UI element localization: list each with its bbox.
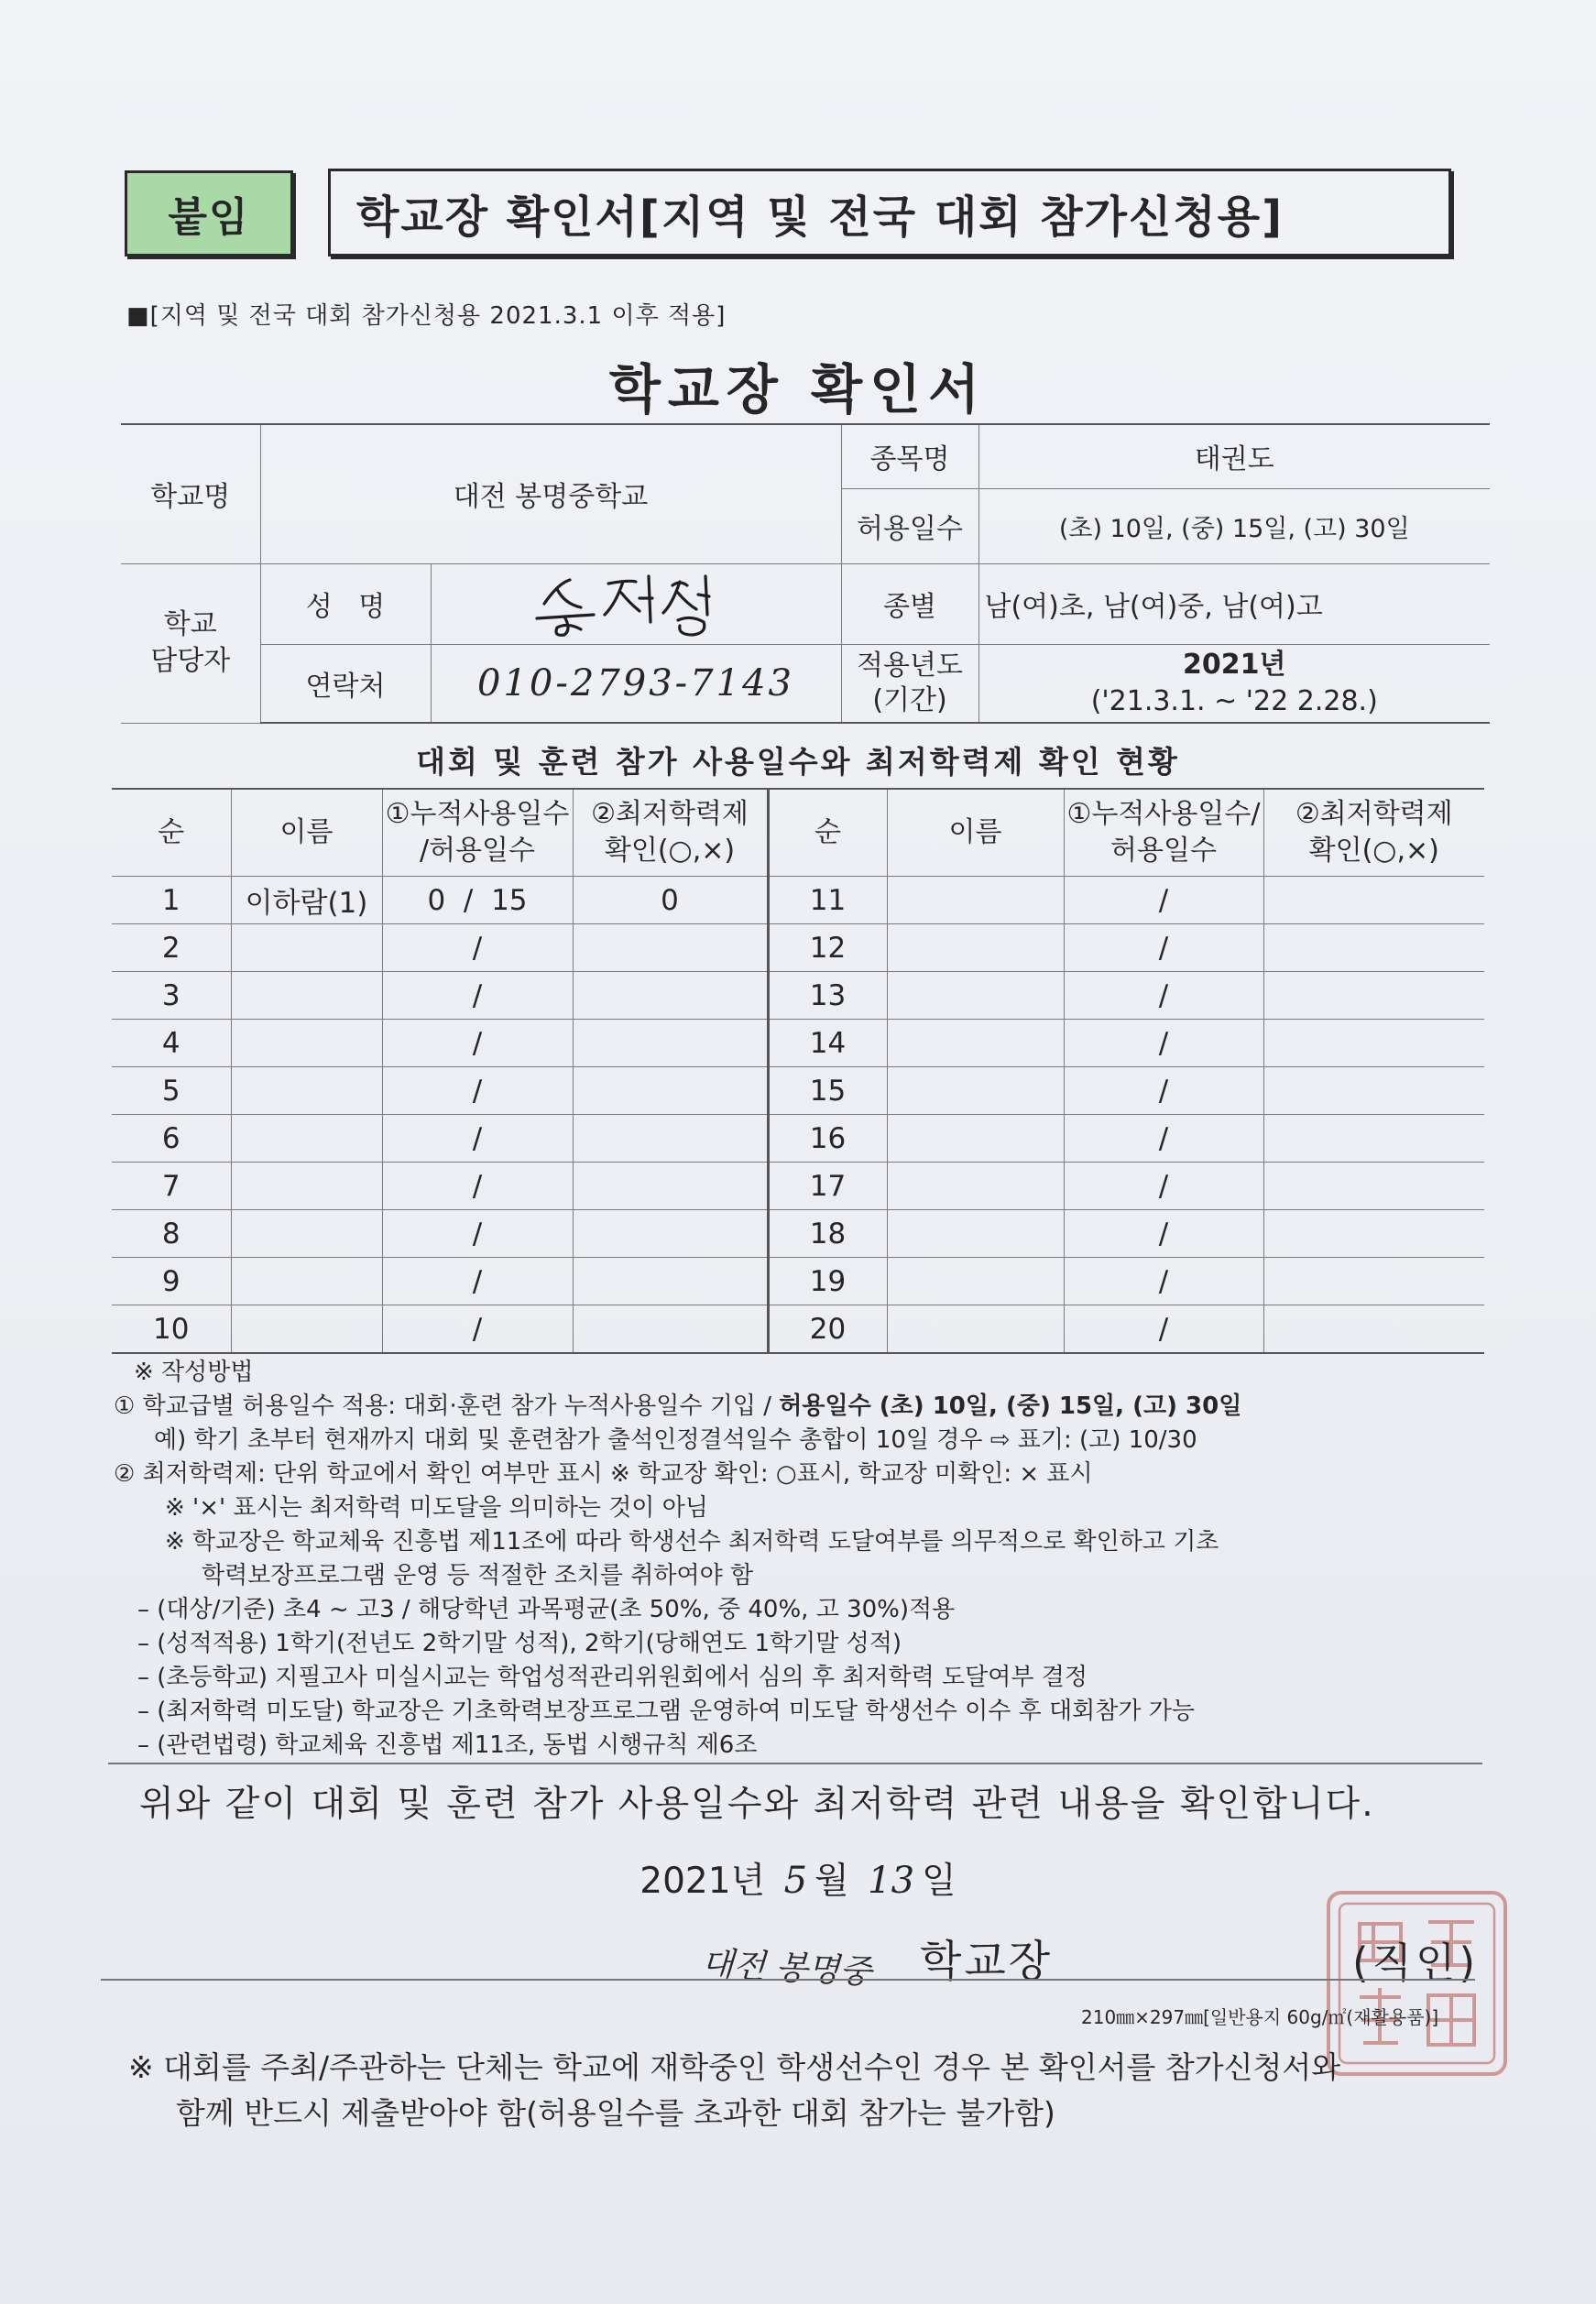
note-detail-4: – (최저학력 미도달) 학교장은 기초학력보장프로그램 운영하여 미도달 학생선수 이수 후 대회참가 가능 bbox=[137, 1698, 1195, 1725]
date-month-handwritten: 5 bbox=[783, 1860, 808, 1902]
row-number: 11 bbox=[768, 877, 887, 924]
allowed-days-label: 허용일수 bbox=[841, 488, 978, 563]
academic-check bbox=[573, 1020, 768, 1067]
date-day-handwritten: 13 bbox=[868, 1860, 915, 1902]
col-check-right: ②최저학력제 확인(○,×) bbox=[1263, 789, 1484, 877]
manager-signature bbox=[431, 563, 841, 644]
row-number: 15 bbox=[768, 1067, 887, 1115]
note-1-emphasis: 허용일수 (초) 10일, (중) 15일, (고) 30일 bbox=[779, 1392, 1242, 1420]
row-number: 18 bbox=[768, 1210, 887, 1258]
participation-table bbox=[112, 788, 1484, 1354]
academic-check bbox=[573, 972, 768, 1020]
instructions bbox=[114, 1356, 1488, 1763]
student-name bbox=[231, 1258, 382, 1305]
row-number: 6 bbox=[112, 1115, 231, 1163]
student-name bbox=[231, 1020, 382, 1067]
academic-check bbox=[573, 924, 768, 972]
sport-label: 종목명 bbox=[841, 424, 978, 488]
days-used: / bbox=[382, 972, 573, 1020]
col-name-left: 이름 bbox=[231, 789, 382, 877]
days-used: / bbox=[1064, 1115, 1263, 1163]
days-used: / bbox=[1064, 877, 1263, 924]
days-used: 0 / 15 bbox=[382, 877, 573, 924]
table-row bbox=[112, 1210, 1484, 1258]
principal-title: 학교장 bbox=[920, 1937, 1054, 1987]
col-no-left: 순 bbox=[112, 789, 231, 877]
days-used: / bbox=[382, 1258, 573, 1305]
table-row bbox=[112, 1163, 1484, 1210]
note-2-sub2a: ※ 학교장은 학교체육 진흥법 제11조에 따라 학생선수 최저학력 도달여부를 의무적으로 확인하고 기초 bbox=[165, 1528, 1219, 1556]
row-number: 9 bbox=[112, 1258, 231, 1305]
col-name-right: 이름 bbox=[887, 789, 1064, 877]
year-value: 2021년 bbox=[1183, 648, 1286, 681]
school-info-table bbox=[121, 423, 1490, 724]
days-used: / bbox=[1064, 1020, 1263, 1067]
academic-check bbox=[573, 1163, 768, 1210]
year-value-cell bbox=[978, 644, 1490, 723]
days-used: / bbox=[382, 1163, 573, 1210]
days-used: / bbox=[382, 1115, 573, 1163]
days-used: / bbox=[382, 1067, 573, 1115]
academic-check bbox=[573, 1210, 768, 1258]
contact-value bbox=[431, 644, 841, 723]
student-name bbox=[887, 1163, 1064, 1210]
submission-note-line1: ※ 대회를 주최/주관하는 단체는 학교에 재학중인 학생선수인 경우 본 확인서를 참가신청서와 bbox=[128, 2049, 1341, 2085]
col-check-left: ②최저학력제 확인(○,×) bbox=[573, 789, 768, 877]
note-1-text: ① 학교급별 허용일수 적용: 대회·훈련 참가 누적사용일수 기입 / bbox=[114, 1392, 780, 1420]
instructions-heading: ※ 작성방법 bbox=[134, 1359, 254, 1386]
manager-name-label: 성 명 bbox=[260, 563, 431, 644]
days-used: / bbox=[1064, 1163, 1263, 1210]
student-name bbox=[887, 1067, 1064, 1115]
date-day-label: 일 bbox=[922, 1861, 957, 1902]
academic-check bbox=[1263, 1258, 1484, 1305]
days-used: / bbox=[1064, 1067, 1263, 1115]
academic-check bbox=[1263, 1067, 1484, 1115]
table-row bbox=[112, 1020, 1484, 1067]
row-number: 17 bbox=[768, 1163, 887, 1210]
year-label: 적용년도 (기간) bbox=[841, 644, 978, 723]
signature-divider bbox=[101, 1979, 1475, 1981]
date-month-label: 월 bbox=[814, 1861, 849, 1902]
academic-check bbox=[1263, 924, 1484, 972]
submission-note bbox=[128, 2045, 1340, 2136]
student-name bbox=[887, 1305, 1064, 1354]
student-name: 이하람(1) bbox=[231, 877, 382, 924]
academic-check bbox=[573, 1115, 768, 1163]
row-number: 2 bbox=[112, 924, 231, 972]
row-number: 10 bbox=[112, 1305, 231, 1354]
row-number: 12 bbox=[768, 924, 887, 972]
school-name-label: 학교명 bbox=[121, 424, 260, 563]
table-row bbox=[112, 1305, 1484, 1354]
col-no-right: 순 bbox=[768, 789, 887, 877]
note-detail-2: – (성적적용) 1학기(전년도 2학기말 성적), 2학기(당해연도 1학기말 성적) bbox=[137, 1630, 902, 1657]
row-number: 14 bbox=[768, 1020, 887, 1067]
student-name bbox=[887, 972, 1064, 1020]
note-2: ② 최저학력제: 단위 학교에서 확인 여부만 표시 ※ 학교장 확인: ○표시, 학교장 미확인: × 표시 bbox=[114, 1460, 1093, 1488]
row-number: 5 bbox=[112, 1067, 231, 1115]
attachment-badge: 붙임 bbox=[125, 170, 293, 257]
student-name bbox=[887, 924, 1064, 972]
header-title: 학교장 확인서[지역 및 전국 대회 참가신청용] bbox=[328, 169, 1451, 257]
student-name bbox=[231, 972, 382, 1020]
document-title: 학교장 확인서 bbox=[608, 358, 988, 420]
student-name bbox=[231, 1305, 382, 1354]
row-number: 8 bbox=[112, 1210, 231, 1258]
col-days-right: ①누적사용일수/ 허용일수 bbox=[1064, 789, 1263, 877]
row-number: 20 bbox=[768, 1305, 887, 1354]
school-name-value: 대전 봉명중학교 bbox=[260, 424, 841, 563]
col-days-left: ①누적사용일수 /허용일수 bbox=[382, 789, 573, 877]
student-name bbox=[887, 1210, 1064, 1258]
academic-check bbox=[1263, 1210, 1484, 1258]
academic-check bbox=[1263, 877, 1484, 924]
academic-check: 0 bbox=[573, 877, 768, 924]
manager-label: 학교 담당자 bbox=[121, 563, 260, 723]
student-name bbox=[231, 1067, 382, 1115]
note-1 bbox=[114, 1390, 1488, 1424]
academic-check bbox=[1263, 1305, 1484, 1354]
year-period: ('21.3.1. ~ '22 2.28.) bbox=[1090, 684, 1378, 717]
row-number: 4 bbox=[112, 1020, 231, 1067]
note-detail-5: – (관련법령) 학교체육 진흥법 제11조, 동법 시행규칙 제6조 bbox=[137, 1731, 758, 1759]
days-used: / bbox=[1064, 924, 1263, 972]
row-number: 3 bbox=[112, 972, 231, 1020]
academic-check bbox=[1263, 1115, 1484, 1163]
academic-check bbox=[1263, 1163, 1484, 1210]
table-row bbox=[112, 1067, 1484, 1115]
contact-label: 연락처 bbox=[260, 644, 431, 723]
row-number: 7 bbox=[112, 1163, 231, 1210]
table-row bbox=[112, 1258, 1484, 1305]
student-name bbox=[231, 924, 382, 972]
sport-value: 태권도 bbox=[978, 424, 1490, 488]
academic-check bbox=[573, 1067, 768, 1115]
student-name bbox=[887, 1258, 1064, 1305]
academic-check bbox=[573, 1258, 768, 1305]
student-name bbox=[231, 1210, 382, 1258]
confirmation-statement: 위와 같이 대회 및 훈련 참가 사용일수와 최저학력 관련 내용을 확인합니다. bbox=[139, 1784, 1375, 1825]
days-used: / bbox=[382, 1305, 573, 1354]
gender-label: 종별 bbox=[841, 563, 978, 644]
gender-value: 남(여)초, 남(여)중, 남(여)고 bbox=[978, 563, 1490, 644]
student-name bbox=[231, 1163, 382, 1210]
row-number: 1 bbox=[112, 877, 231, 924]
days-used: / bbox=[382, 924, 573, 972]
days-used: / bbox=[382, 1020, 573, 1067]
note-detail-3: – (초등학교) 지필고사 미실시교는 학업성적관리위원회에서 심의 후 최저학력 도달여부 결정 bbox=[137, 1664, 1088, 1691]
academic-check bbox=[1263, 972, 1484, 1020]
table-row bbox=[112, 924, 1484, 972]
row-number: 19 bbox=[768, 1258, 887, 1305]
table-row bbox=[112, 877, 1484, 924]
days-used: / bbox=[382, 1210, 573, 1258]
table-row bbox=[112, 972, 1484, 1020]
days-used: / bbox=[1064, 1258, 1263, 1305]
note-2-sub1: ※ '×' 표시는 최저학력 미도달을 의미하는 것이 아님 bbox=[165, 1494, 708, 1522]
contact-handwritten: 010-2793-7143 bbox=[477, 661, 794, 704]
note-detail-1: – (대상/기준) 초4 ~ 고3 / 해당학년 과목평균(초 50%, 중 40%, 고 30%)적용 bbox=[137, 1596, 956, 1623]
academic-check bbox=[573, 1305, 768, 1354]
student-name bbox=[887, 877, 1064, 924]
note-2-sub2b: 학력보장프로그램 운영 등 적절한 조치를 취하여야 함 bbox=[202, 1562, 754, 1589]
paper-spec: 210㎜×297㎜[일반용지 60g/㎡(재활용품)] bbox=[1081, 2006, 1439, 2028]
notes-divider bbox=[108, 1763, 1482, 1764]
days-used: / bbox=[1064, 1305, 1263, 1354]
date-year: 2021년 bbox=[639, 1861, 766, 1902]
handwritten-school-name: 대전 봉명중 bbox=[700, 1945, 873, 1992]
table-row bbox=[112, 1115, 1484, 1163]
allowed-days-value: (초) 10일, (중) 15일, (고) 30일 bbox=[978, 488, 1490, 563]
days-used: / bbox=[1064, 1210, 1263, 1258]
academic-check bbox=[1263, 1020, 1484, 1067]
seal-label: (직인) bbox=[1352, 1938, 1480, 1987]
student-name bbox=[231, 1115, 382, 1163]
student-name bbox=[887, 1115, 1064, 1163]
submission-note-line2: 함께 반드시 제출받아야 함(허용일수를 초과한 대회 참가는 불가함) bbox=[176, 2095, 1055, 2131]
row-number: 13 bbox=[768, 972, 887, 1020]
status-section-title: 대회 및 훈련 참가 사용일수와 최저학력제 확인 현황 bbox=[416, 744, 1180, 780]
student-name bbox=[887, 1020, 1064, 1067]
days-used: / bbox=[1064, 972, 1263, 1020]
row-number: 16 bbox=[768, 1115, 887, 1163]
applicability-note: ■[지역 및 전국 대회 참가신청용 2021.3.1 이후 적용] bbox=[126, 302, 727, 330]
note-1-example: 예) 학기 초부터 현재까지 대회 및 훈련참가 출석인정결석일수 총합이 10일 경우 ⇨ 표기: (고) 10/30 bbox=[154, 1426, 1197, 1454]
